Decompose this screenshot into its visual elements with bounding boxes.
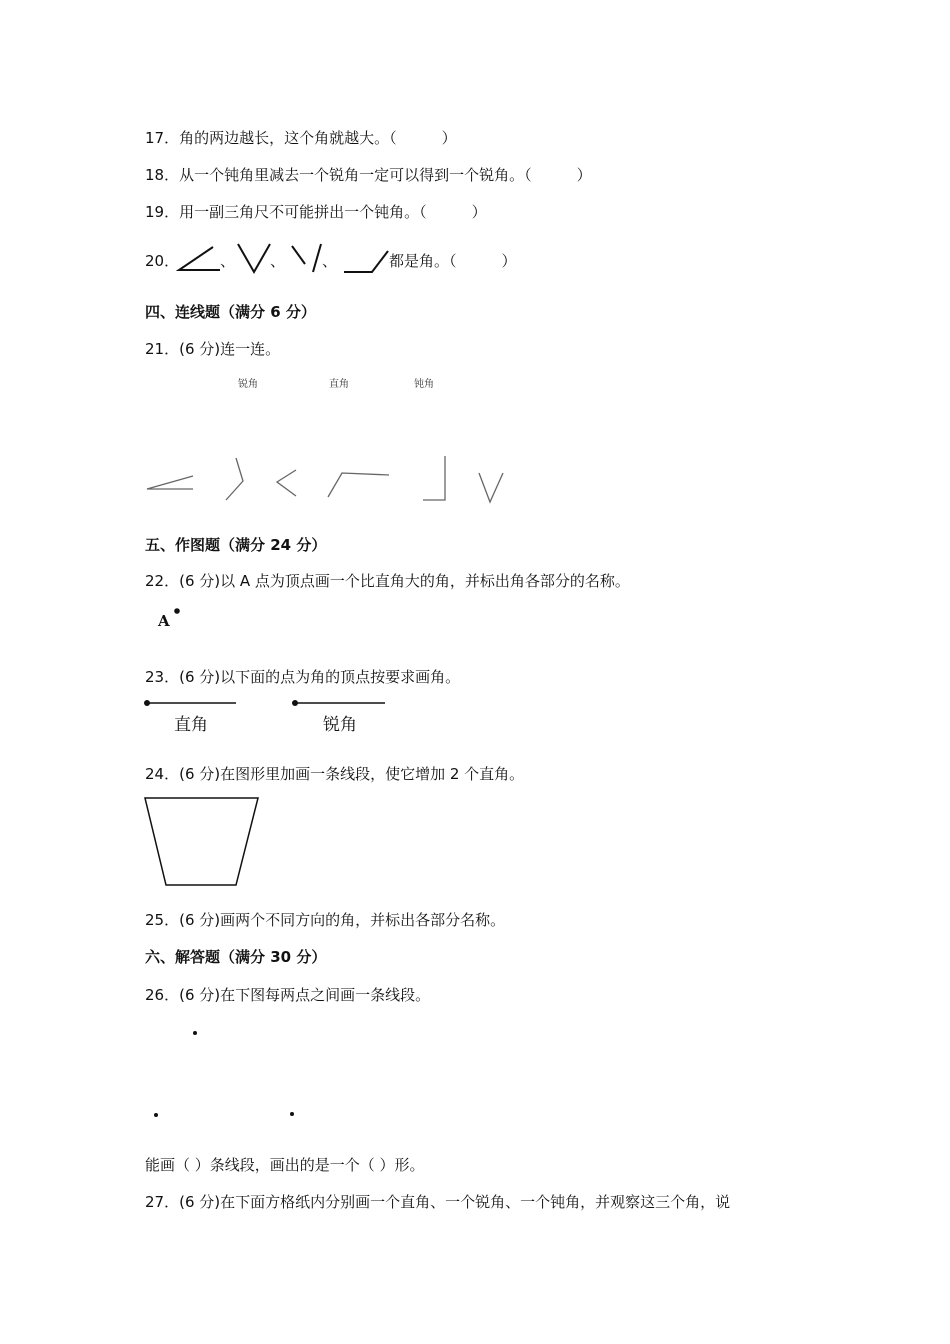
question-22: 22．(6 分)以 A 点为顶点画一个比直角大的角，并标出角各部分的名称。 [145, 572, 630, 590]
question-20-sep-3: 、 [322, 252, 338, 270]
question-20-sep-2: 、 [270, 252, 286, 270]
q21-angle-4 [328, 473, 389, 497]
question-20-sep-1: 、 [220, 252, 236, 270]
q21-angle-5 [423, 456, 445, 500]
label-draw-acute-angle: 锐角 [323, 715, 357, 735]
q20-shape-split [292, 244, 321, 272]
label-obtuse: 钝角 [414, 379, 434, 390]
q21-angle-6 [479, 473, 503, 502]
section-5-heading: 五、作图题（满分 24 分） [145, 536, 327, 554]
question-26: 26．(6 分)在下图每两点之间画一条线段。 [145, 986, 431, 1004]
label-draw-right-angle: 直角 [174, 715, 208, 735]
question-17: 17．角的两边越长，这个角就越大。（ ） [145, 129, 457, 147]
q20-angle-1 [179, 247, 220, 270]
q26-point-top [193, 1031, 197, 1035]
question-23: 23．(6 分)以下面的点为角的顶点按要求画角。 [145, 668, 461, 686]
section-4-heading: 四、连线题（满分 6 分） [145, 303, 316, 321]
q26-point-right [290, 1112, 294, 1116]
question-26-answer: 能画（ ）条线段，画出的是一个（ ）形。 [145, 1156, 425, 1174]
q21-angle-2 [226, 458, 243, 500]
question-19: 19．用一副三角尺不可能拼出一个钝角。（ ） [145, 203, 487, 221]
q21-angle-1 [147, 476, 193, 489]
question-20-tail: 都是角。（ ） [389, 252, 517, 270]
label-right: 直角 [329, 379, 349, 390]
q23-vertex-1 [144, 700, 150, 706]
q21-angle-3 [277, 470, 296, 496]
label-acute: 锐角 [238, 379, 258, 390]
question-21: 21．(6 分)连一连。 [145, 340, 281, 358]
q26-point-left [154, 1113, 158, 1117]
question-18: 18．从一个钝角里减去一个锐角一定可以得到一个锐角。（ ） [145, 166, 592, 184]
point-a-label: A [158, 612, 170, 630]
question-20-number: 20． [145, 252, 180, 270]
q23-vertex-2 [292, 700, 298, 706]
question-27: 27．(6 分)在下面方格纸内分别画一个直角、一个锐角、一个钝角，并观察这三个角，说 [145, 1193, 731, 1211]
q20-shape-v [238, 244, 270, 272]
question-25: 25．(6 分)画两个不同方向的角，并标出各部分名称。 [145, 911, 506, 929]
q22-point-a [174, 608, 180, 614]
section-6-heading: 六、解答题（满分 30 分） [145, 948, 327, 966]
q20-angle-4 [344, 251, 388, 272]
q24-trapezoid [145, 798, 258, 885]
question-24: 24．(6 分)在图形里加画一条线段，使它增加 2 个直角。 [145, 765, 525, 783]
